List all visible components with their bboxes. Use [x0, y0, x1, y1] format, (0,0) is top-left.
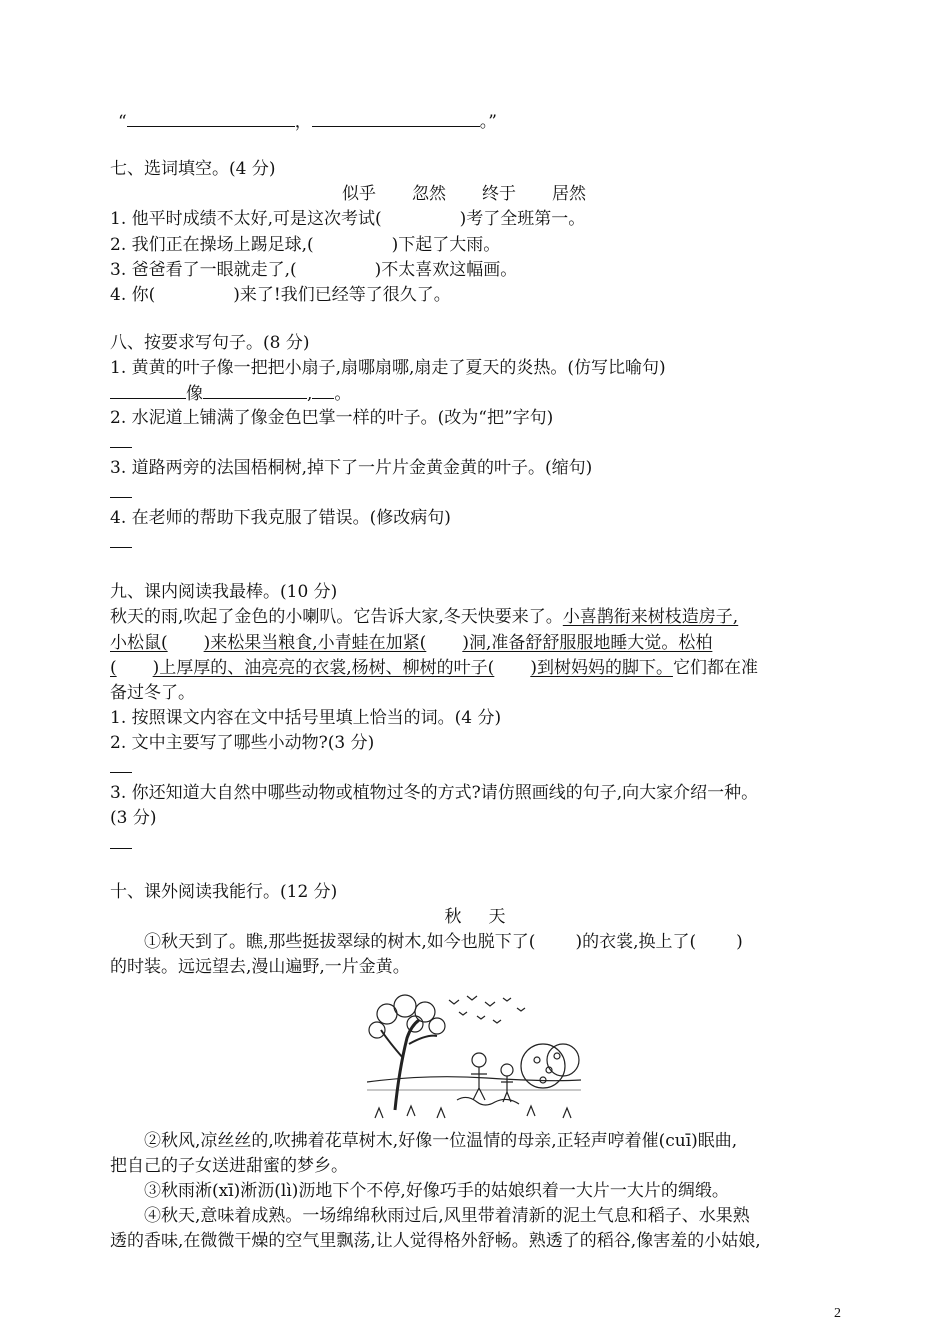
s7-item-2: 2. 我们正在操场上踢足球,( )下起了大雨。 [110, 235, 501, 255]
s8-question-1: 1. 黄黄的叶子像一把把小扇子,扇哪扇哪,扇走了夏天的炎热。(仿写比喻句) [110, 358, 666, 378]
s8-answer-1: 像 , 。 [110, 381, 351, 405]
passage-line: 透的香味,在微微干燥的空气里飘荡,让人觉得格外舒畅。熟透了的稻谷,像害羞的小姑娘, [110, 1231, 761, 1251]
answer-blank[interactable] [312, 381, 334, 399]
passage-para-3: ③秋雨淅(xī)淅沥(lì)沥地下个不停,好像巧手的姑娘织着一大片一大片的绸缎。 [144, 1181, 729, 1201]
answer-paren-space[interactable] [168, 631, 204, 655]
section-8-heading: 八、按要求写句子。(8 分) [110, 333, 310, 353]
passage-line: 小松鼠( )来松果当粮食,小青蛙在加紧( )洞,准备舒舒服服地睡大觉。松柏 [110, 633, 713, 653]
answer-paren-space[interactable] [426, 631, 462, 655]
answer-line[interactable] [110, 832, 132, 856]
s9-question-3: 3. 你还知道大自然中哪些动物或植物过冬的方式?请仿照画线的句子,向大家介绍一种。 [110, 783, 759, 803]
s9-question-1: 1. 按照课文内容在文中括号里填上恰当的词。(4 分) [110, 708, 502, 728]
s7-item-3: 3. 爸爸看了一眼就走了,( )不太喜欢这幅画。 [110, 260, 518, 280]
s9-question-3-score: (3 分) [110, 808, 157, 828]
s8-question-4: 4. 在老师的帮助下我克服了错误。(修改病句) [110, 508, 451, 528]
s9-question-2: 2. 文中主要写了哪些小动物?(3 分) [110, 733, 375, 753]
passage-line: 备过冬了。 [110, 683, 195, 703]
answer-paren-space[interactable] [117, 656, 153, 680]
answer-paren-space[interactable] [494, 656, 530, 680]
passage-line: ( )上厚厚的、油亮亮的衣裳,杨树、柳树的叶子( )到树妈妈的脚下。它们都在准 [110, 658, 758, 678]
word-bank: 似乎 忽然 终于 居然 [342, 184, 586, 204]
passage-para-1: ①秋天到了。瞧,那些挺拔翠绿的树木,如今也脱下了( )的衣裳,换上了( ) [144, 932, 743, 952]
s8-question-3: 3. 道路两旁的法国梧桐树,掉下了一片片金黄金黄的叶子。(缩句) [110, 458, 593, 478]
s8-question-2: 2. 水泥道上铺满了像金色巴掌一样的叶子。(改为“把”字句) [110, 408, 554, 428]
section-7-heading: 七、选词填空。(4 分) [110, 159, 276, 179]
answer-line[interactable] [110, 431, 132, 455]
answer-blank[interactable] [127, 109, 295, 127]
answer-blank[interactable] [110, 381, 186, 399]
passage-line: 秋天的雨,吹起了金色的小喇叭。它告诉大家,冬天快要来了。小喜鹊衔来树枝造房子, [110, 607, 739, 627]
s7-item-1: 1. 他平时成绩不太好,可是这次考试( )考了全班第一。 [110, 209, 586, 229]
passage-line: 的时装。远远望去,漫山遍野,一片金黄。 [110, 957, 410, 977]
answer-blank[interactable] [312, 109, 480, 127]
answer-blank[interactable] [203, 381, 307, 399]
answer-line[interactable] [110, 531, 132, 555]
passage-para-4: ④秋天,意味着成熟。一场绵绵秋雨过后,风里带着清新的泥土气息和稻子、水果熟 [144, 1206, 750, 1226]
autumn-illustration [367, 990, 581, 1120]
passage-line: 把自己的子女送进甜蜜的梦乡。 [110, 1156, 348, 1176]
section-9-heading: 九、课内阅读我最棒。(10 分) [110, 582, 338, 602]
passage-para-2: ②秋风,凉丝丝的,吹拂着花草树木,好像一位温情的母亲,正轻声哼着催(cuī)眠曲, [144, 1131, 738, 1151]
answer-quote-line: “ ， 。” [118, 109, 497, 133]
s7-item-4: 4. 你( )来了!我们已经等了很久了。 [110, 285, 451, 305]
answer-line[interactable] [110, 756, 132, 780]
section-10-heading: 十、课外阅读我能行。(12 分) [110, 882, 338, 902]
page-number: 2 [834, 1306, 841, 1321]
passage-title: 秋 天 [444, 907, 506, 927]
answer-line[interactable] [110, 481, 132, 505]
